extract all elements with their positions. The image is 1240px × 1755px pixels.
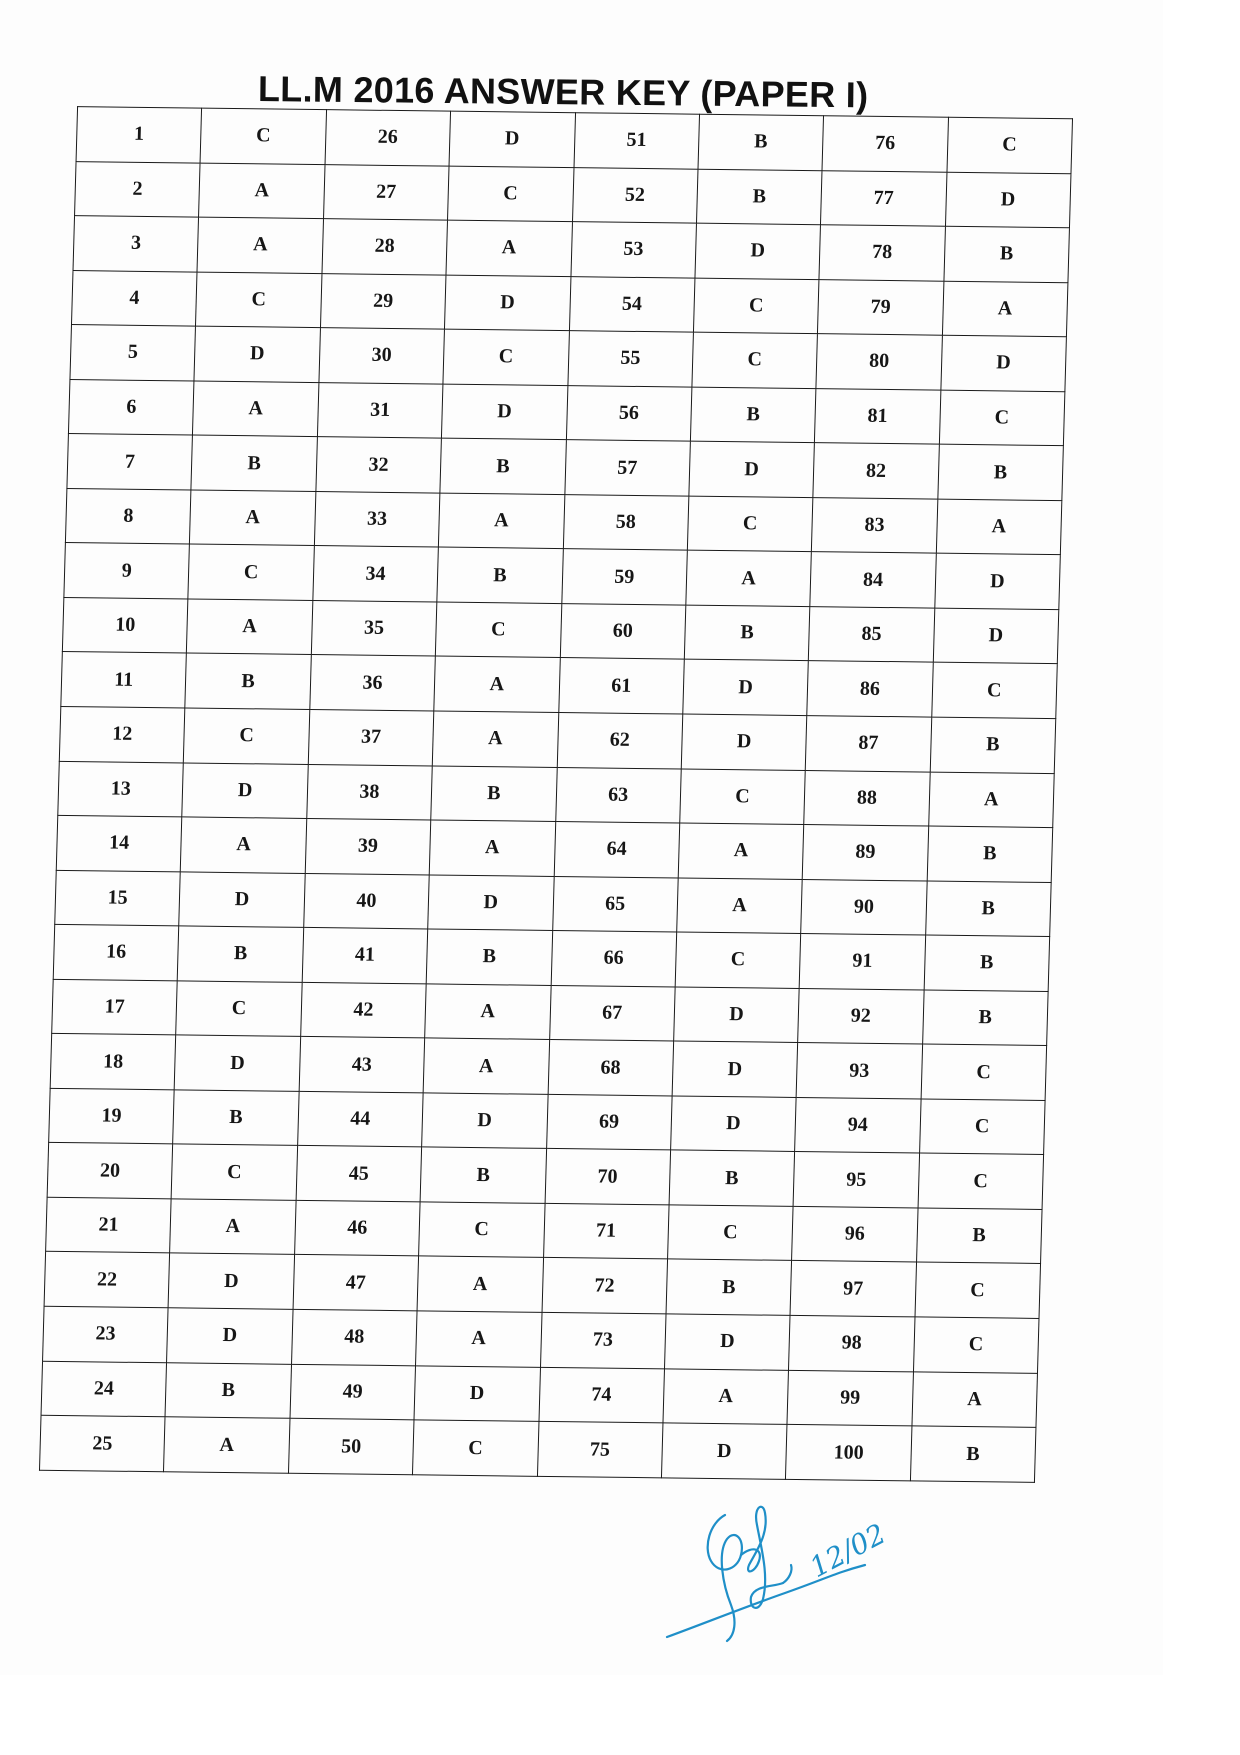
answer-cell: B xyxy=(910,1426,1036,1482)
answer-cell: A xyxy=(432,711,558,767)
question-number-cell: 39 xyxy=(305,819,431,875)
question-number-cell: 38 xyxy=(307,764,433,820)
answer-cell: D xyxy=(442,384,568,440)
answer-cell: A xyxy=(170,1199,296,1255)
answer-cell: D xyxy=(934,553,1060,609)
question-number-cell: 68 xyxy=(548,1040,674,1096)
answer-cell: B xyxy=(666,1259,792,1315)
question-number-cell: 6 xyxy=(68,379,194,435)
answer-cell: C xyxy=(687,496,813,552)
question-number-cell: 55 xyxy=(567,331,693,387)
answer-cell: A xyxy=(438,493,564,549)
answer-cell: A xyxy=(912,1371,1038,1427)
question-number-cell: 94 xyxy=(795,1097,921,1153)
answer-cell: A xyxy=(417,1256,543,1312)
question-number-cell: 37 xyxy=(308,709,434,765)
question-number-cell: 42 xyxy=(300,982,426,1038)
answer-cell: C xyxy=(196,272,322,328)
answer-cell: D xyxy=(168,1253,294,1309)
answer-cell: A xyxy=(686,550,812,606)
answer-cell: C xyxy=(947,117,1073,173)
question-number-cell: 1 xyxy=(76,107,202,163)
answer-cell: D xyxy=(179,872,305,928)
question-number-cell: 43 xyxy=(299,1037,425,1093)
question-number-cell: 7 xyxy=(67,434,193,490)
handwritten-signature xyxy=(665,1495,925,1665)
question-number-cell: 60 xyxy=(560,603,686,659)
question-number-cell: 35 xyxy=(311,600,437,656)
answer-cell: A xyxy=(677,878,803,934)
answer-cell: A xyxy=(416,1311,542,1367)
question-number-cell: 69 xyxy=(546,1094,672,1150)
answer-cell: C xyxy=(419,1202,545,1258)
answer-cell: B xyxy=(185,653,311,709)
question-number-cell: 67 xyxy=(549,985,675,1041)
answer-cell: B xyxy=(690,387,816,443)
answer-cell: C xyxy=(667,1205,793,1261)
question-number-cell: 48 xyxy=(291,1309,417,1365)
question-number-cell: 62 xyxy=(557,713,683,769)
question-number-cell: 32 xyxy=(316,437,442,493)
answer-cell: D xyxy=(449,111,575,167)
answer-cell: C xyxy=(913,1317,1039,1373)
answer-cell: A xyxy=(190,490,316,546)
question-number-cell: 92 xyxy=(798,988,924,1044)
answer-cell: D xyxy=(664,1314,790,1370)
question-number-cell: 91 xyxy=(799,934,925,990)
question-number-cell: 57 xyxy=(564,440,690,496)
answer-cell: B xyxy=(930,717,1056,773)
question-number-cell: 75 xyxy=(537,1421,663,1477)
answer-cell: C xyxy=(675,932,801,988)
question-number-cell: 89 xyxy=(802,825,928,881)
answer-cell: C xyxy=(448,166,574,222)
answer-cell: B xyxy=(698,114,824,170)
question-number-cell: 18 xyxy=(50,1034,176,1090)
answer-cell: B xyxy=(173,1090,299,1146)
answer-cell: B xyxy=(420,1147,546,1203)
answer-cell: A xyxy=(425,984,551,1040)
table-row xyxy=(39,1415,1035,1482)
question-number-cell: 29 xyxy=(320,273,446,329)
question-number-cell: 30 xyxy=(319,328,445,384)
question-number-cell: 24 xyxy=(41,1361,167,1417)
answer-cell: B xyxy=(937,444,1063,500)
question-number-cell: 98 xyxy=(789,1315,915,1371)
answer-cell: C xyxy=(918,1153,1044,1209)
answer-cell: A xyxy=(434,656,560,712)
answer-cell: C xyxy=(931,663,1057,719)
question-number-cell: 46 xyxy=(294,1200,420,1256)
answer-cell: B xyxy=(165,1362,291,1418)
answer-cell: C xyxy=(921,1044,1047,1100)
question-number-cell: 88 xyxy=(804,770,930,826)
question-number-cell: 28 xyxy=(322,219,448,275)
question-number-cell: 97 xyxy=(790,1261,916,1317)
question-number-cell: 79 xyxy=(818,279,944,335)
question-number-cell: 99 xyxy=(787,1370,913,1426)
answer-cell: D xyxy=(670,1096,796,1152)
question-number-cell: 31 xyxy=(317,382,443,438)
answer-cell: D xyxy=(167,1308,293,1364)
answer-cell: B xyxy=(696,169,822,225)
question-number-cell: 84 xyxy=(810,552,936,608)
answer-cell: A xyxy=(928,772,1054,828)
question-number-cell: 27 xyxy=(323,164,449,220)
answer-cell: B xyxy=(191,435,317,491)
question-number-cell: 73 xyxy=(540,1312,666,1368)
question-number-cell: 47 xyxy=(293,1255,419,1311)
answer-cell: C xyxy=(188,544,314,600)
answer-cell: A xyxy=(936,499,1062,555)
question-number-cell: 10 xyxy=(62,597,188,653)
answer-cell: A xyxy=(187,599,313,655)
question-number-cell: 26 xyxy=(325,110,451,166)
answer-cell: B xyxy=(684,605,810,661)
answer-cell: D xyxy=(175,1035,301,1091)
question-number-cell: 9 xyxy=(64,543,190,599)
answer-cell: D xyxy=(414,1365,540,1421)
question-number-cell: 40 xyxy=(303,873,429,929)
answer-cell: C xyxy=(443,329,569,385)
question-number-cell: 21 xyxy=(46,1197,172,1253)
question-number-cell: 51 xyxy=(574,113,700,169)
question-number-cell: 90 xyxy=(801,879,927,935)
answer-cell: B xyxy=(925,881,1051,937)
question-number-cell: 44 xyxy=(297,1091,423,1147)
answer-cell: D xyxy=(194,326,320,382)
question-number-cell: 76 xyxy=(822,116,948,172)
answer-cell: B xyxy=(927,826,1053,882)
question-number-cell: 71 xyxy=(543,1203,669,1259)
question-number-cell: 19 xyxy=(49,1088,175,1144)
question-number-cell: 85 xyxy=(809,607,935,663)
answer-cell: C xyxy=(200,108,326,164)
answer-cell: C xyxy=(176,981,302,1037)
question-number-cell: 23 xyxy=(43,1306,169,1362)
answer-cell: C xyxy=(939,390,1065,446)
answer-cell: D xyxy=(941,335,1067,391)
answer-cell: D xyxy=(445,275,571,331)
answer-cell: B xyxy=(426,929,552,985)
signature-date: 12/02 xyxy=(804,1517,892,1585)
question-number-cell: 22 xyxy=(44,1252,170,1308)
question-number-cell: 65 xyxy=(552,876,678,932)
question-number-cell: 5 xyxy=(70,325,196,381)
question-number-cell: 25 xyxy=(39,1415,165,1471)
answer-cell: B xyxy=(440,438,566,494)
question-number-cell: 87 xyxy=(805,716,931,772)
answer-cell: D xyxy=(933,608,1059,664)
answer-cell: D xyxy=(681,714,807,770)
question-number-cell: 54 xyxy=(569,276,695,332)
answer-cell: A xyxy=(446,220,572,276)
answer-key-table-body xyxy=(39,107,1072,1483)
answer-cell: B xyxy=(944,226,1070,282)
answer-cell: A xyxy=(199,163,325,219)
question-number-cell: 81 xyxy=(815,388,941,444)
answer-cell: D xyxy=(674,987,800,1043)
question-number-cell: 11 xyxy=(61,652,187,708)
answer-cell: C xyxy=(413,1420,539,1476)
question-number-cell: 83 xyxy=(812,497,938,553)
answer-cell: C xyxy=(915,1262,1041,1318)
answer-cell: B xyxy=(178,926,304,982)
answer-cell: B xyxy=(922,990,1048,1046)
question-number-cell: 95 xyxy=(793,1152,919,1208)
question-number-cell: 49 xyxy=(290,1364,416,1420)
answer-cell: A xyxy=(197,217,323,273)
question-number-cell: 93 xyxy=(796,1043,922,1099)
answer-cell: A xyxy=(423,1038,549,1094)
answer-cell: B xyxy=(669,1150,795,1206)
question-number-cell: 74 xyxy=(538,1367,664,1423)
answer-cell: D xyxy=(683,660,809,716)
question-number-cell: 16 xyxy=(53,925,179,981)
question-number-cell: 13 xyxy=(58,761,184,817)
answer-cell: B xyxy=(431,766,557,822)
answer-cell: C xyxy=(184,708,310,764)
answer-cell: D xyxy=(182,763,308,819)
question-number-cell: 50 xyxy=(288,1418,414,1474)
question-number-cell: 96 xyxy=(792,1206,918,1262)
answer-cell: D xyxy=(695,223,821,279)
question-number-cell: 3 xyxy=(73,216,199,272)
question-number-cell: 58 xyxy=(563,494,689,550)
answer-cell: C xyxy=(692,332,818,388)
question-number-cell: 77 xyxy=(821,170,947,226)
question-number-cell: 8 xyxy=(65,488,191,544)
question-number-cell: 34 xyxy=(313,546,439,602)
question-number-cell: 63 xyxy=(555,767,681,823)
answer-cell: C xyxy=(919,1099,1045,1155)
question-number-cell: 86 xyxy=(807,661,933,717)
question-number-cell: 61 xyxy=(558,658,684,714)
answer-cell: B xyxy=(437,547,563,603)
question-number-cell: 80 xyxy=(816,334,942,390)
answer-cell: D xyxy=(661,1423,787,1479)
answer-cell: D xyxy=(422,1093,548,1149)
question-number-cell: 52 xyxy=(572,167,698,223)
question-number-cell: 64 xyxy=(554,822,680,878)
answer-cell: A xyxy=(678,823,804,879)
question-number-cell: 59 xyxy=(561,549,687,605)
question-number-cell: 56 xyxy=(566,385,692,441)
question-number-cell: 53 xyxy=(570,222,696,278)
answer-cell: C xyxy=(680,769,806,825)
question-number-cell: 72 xyxy=(542,1258,668,1314)
answer-cell: D xyxy=(945,172,1071,228)
answer-cell: A xyxy=(193,381,319,437)
question-number-cell: 15 xyxy=(55,870,181,926)
question-number-cell: 2 xyxy=(75,161,201,217)
question-number-cell: 12 xyxy=(59,706,185,762)
answer-cell: A xyxy=(181,817,307,873)
answer-cell: A xyxy=(942,281,1068,337)
answer-cell: B xyxy=(916,1208,1042,1264)
question-number-cell: 20 xyxy=(47,1143,173,1199)
page-title: LL.M 2016 ANSWER KEY (PAPER I) xyxy=(257,68,869,116)
answer-cell: D xyxy=(672,1041,798,1097)
question-number-cell: 36 xyxy=(310,655,436,711)
question-number-cell: 4 xyxy=(71,270,197,326)
answer-key-table-wrapper xyxy=(39,106,1073,1483)
answer-cell: A xyxy=(429,820,555,876)
question-number-cell: 17 xyxy=(52,979,178,1035)
answer-cell: C xyxy=(171,1144,297,1200)
question-number-cell: 82 xyxy=(813,443,939,499)
question-number-cell: 100 xyxy=(786,1424,912,1480)
answer-cell: A xyxy=(663,1368,789,1424)
question-number-cell: 70 xyxy=(545,1149,671,1205)
question-number-cell: 45 xyxy=(296,1146,422,1202)
answer-cell: D xyxy=(689,441,815,497)
answer-cell: C xyxy=(693,278,819,334)
question-number-cell: 66 xyxy=(551,931,677,987)
question-number-cell: 33 xyxy=(314,491,440,547)
question-number-cell: 41 xyxy=(302,928,428,984)
answer-cell: B xyxy=(924,935,1050,991)
answer-cell: C xyxy=(435,602,561,658)
answer-cell: D xyxy=(428,875,554,931)
question-number-cell: 14 xyxy=(56,816,182,872)
answer-key-table xyxy=(39,106,1073,1483)
question-number-cell: 78 xyxy=(819,225,945,281)
answer-cell: A xyxy=(164,1417,290,1473)
